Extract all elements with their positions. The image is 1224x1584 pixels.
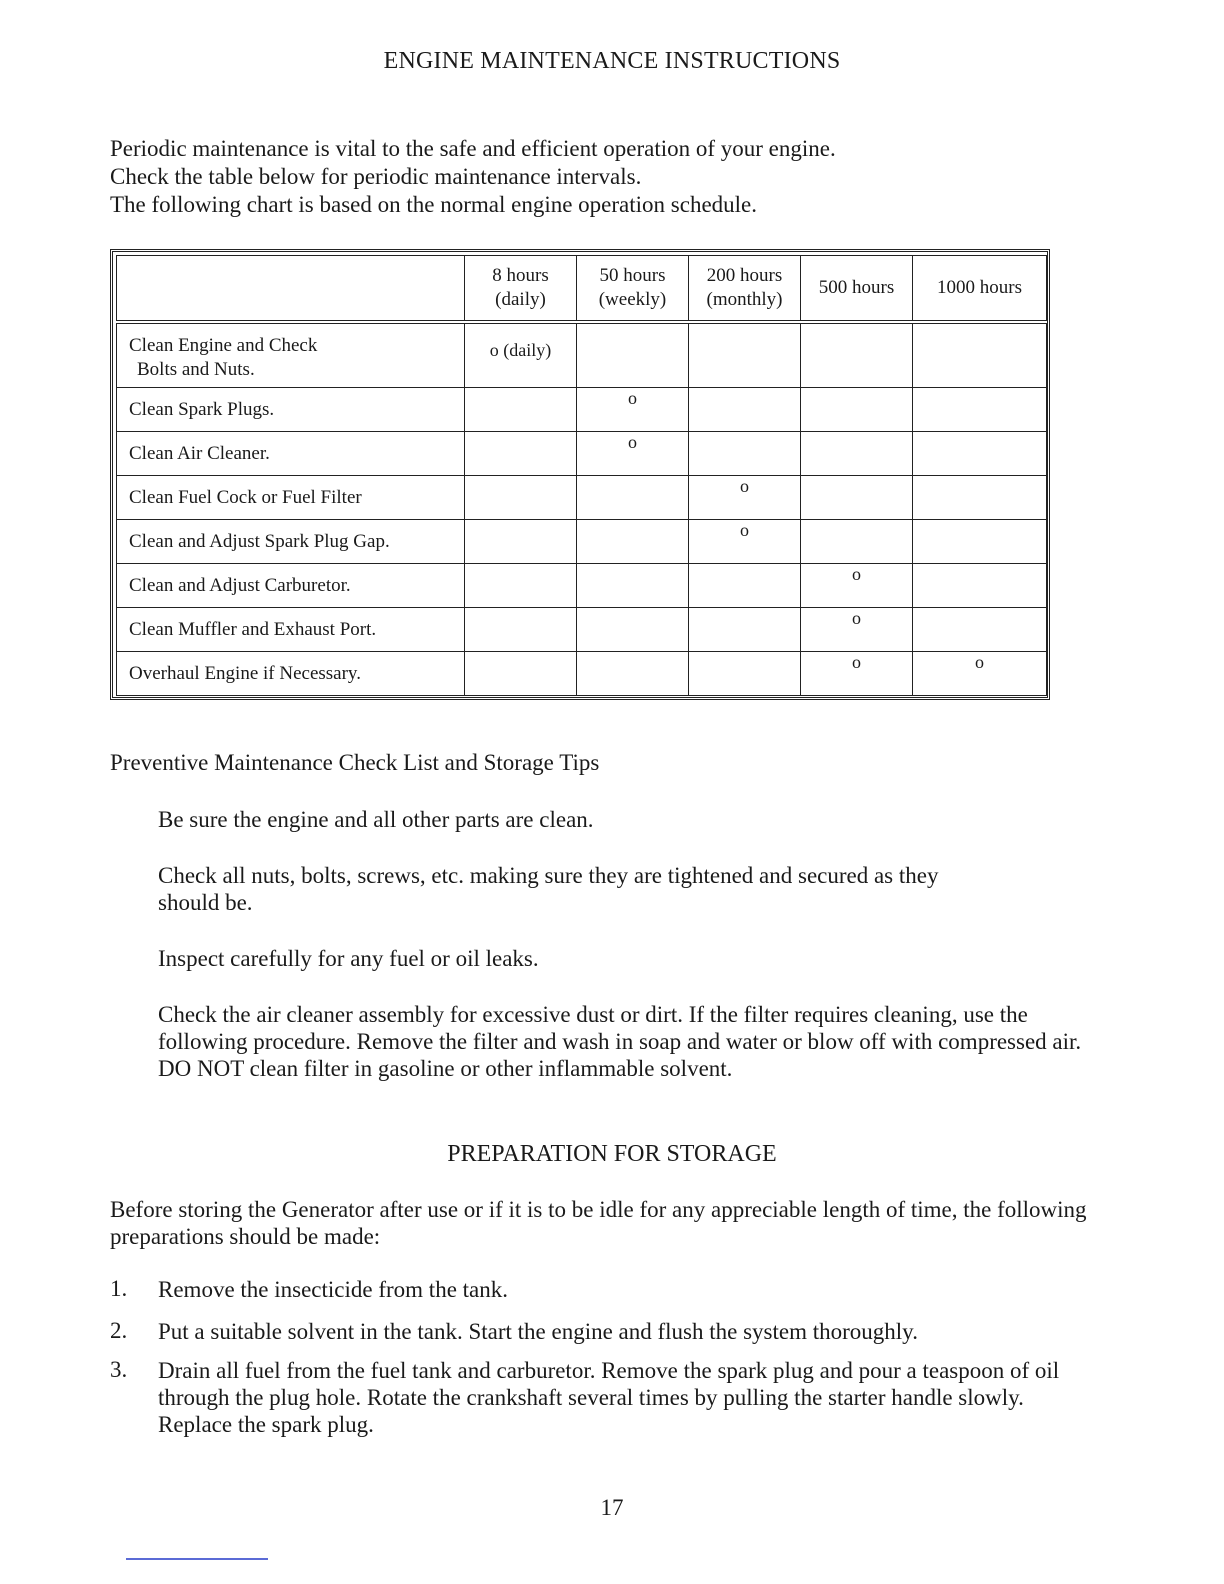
interval-cell xyxy=(689,652,801,696)
table-row xyxy=(117,388,1047,432)
task-cell: Clean Fuel Cock or Fuel Filter xyxy=(117,476,465,520)
interval-cell xyxy=(913,322,1047,388)
interval-cell xyxy=(689,388,801,432)
interval-cell xyxy=(465,652,577,696)
interval-cell xyxy=(801,476,913,520)
interval-cell xyxy=(577,652,689,696)
interval-cell xyxy=(577,520,689,564)
interval-cell xyxy=(801,432,913,476)
interval-cell: o xyxy=(801,564,913,608)
step-text: Drain all fuel from the fuel tank and carburetor. Remove the spark plug and pour a teaspoon of oil through the plug hole. Rotate the crankshaft several times by pulling the starter handle slowly. Replace the spark plug. xyxy=(158,1358,1060,1437)
checklist-heading: Preventive Maintenance Check List and Storage Tips xyxy=(110,750,600,775)
intro-line: The following chart is based on the normal engine operation schedule. xyxy=(110,192,757,217)
interval-cell xyxy=(465,564,577,608)
checklist-item: Check all nuts, bolts, screws, etc. making sure they are tightened and secured as they should be. xyxy=(158,863,939,915)
header-500-hours: 500 hours xyxy=(801,256,913,322)
table-row xyxy=(117,652,1047,696)
interval-cell xyxy=(689,608,801,652)
step-text: Remove the insecticide from the tank. xyxy=(158,1277,508,1302)
header-task-blank xyxy=(117,256,465,322)
task-cell: Clean and Adjust Carburetor. xyxy=(117,564,465,608)
maintenance-table xyxy=(116,255,1047,696)
task-cell: Clean Air Cleaner. xyxy=(117,432,465,476)
page-number: 17 xyxy=(600,1495,624,1520)
table-row xyxy=(117,608,1047,652)
task-cell: Clean and Adjust Spark Plug Gap. xyxy=(117,520,465,564)
table-row xyxy=(117,476,1047,520)
interval-cell xyxy=(465,432,577,476)
step-number: 2. xyxy=(110,1318,128,1343)
table-row xyxy=(117,322,1047,388)
header-8-hours: 8 hours (daily) xyxy=(465,256,577,322)
interval-cell xyxy=(577,608,689,652)
interval-cell xyxy=(913,476,1047,520)
maintenance-table-frame xyxy=(110,249,1050,700)
interval-cell: o xyxy=(913,652,1047,696)
interval-cell xyxy=(577,322,689,388)
checklist-item: Be sure the engine and all other parts are clean. xyxy=(158,807,594,832)
interval-cell xyxy=(913,432,1047,476)
interval-cell xyxy=(801,520,913,564)
task-cell: Clean Engine and Check Bolts and Nuts. xyxy=(117,322,465,388)
interval-cell xyxy=(689,322,801,388)
intro-line: Check the table below for periodic maintenance intervals. xyxy=(110,164,642,189)
interval-cell: o xyxy=(577,388,689,432)
interval-cell xyxy=(913,520,1047,564)
task-cell: Overhaul Engine if Necessary. xyxy=(117,652,465,696)
header-200-hours: 200 hours (monthly) xyxy=(689,256,801,322)
interval-cell xyxy=(913,564,1047,608)
table-row xyxy=(117,432,1047,476)
task-cell: Clean Muffler and Exhaust Port. xyxy=(117,608,465,652)
page-title: ENGINE MAINTENANCE INSTRUCTIONS xyxy=(383,48,841,74)
header-1000-hours: 1000 hours xyxy=(913,256,1047,322)
interval-cell xyxy=(465,476,577,520)
interval-cell xyxy=(913,608,1047,652)
header-50-hours: 50 hours (weekly) xyxy=(577,256,689,322)
interval-cell xyxy=(801,388,913,432)
interval-cell xyxy=(577,476,689,520)
footer-rule xyxy=(126,1558,268,1560)
table-row xyxy=(117,520,1047,564)
interval-cell xyxy=(801,322,913,388)
storage-heading: PREPARATION FOR STORAGE xyxy=(447,1141,777,1167)
interval-cell xyxy=(465,388,577,432)
interval-cell: o xyxy=(801,608,913,652)
storage-intro: Before storing the Generator after use or if it is to be idle for any appreciable length of time, the following preparations should be made: xyxy=(110,1197,1087,1249)
interval-cell xyxy=(465,520,577,564)
interval-cell: o xyxy=(689,476,801,520)
step-number: 1. xyxy=(110,1276,128,1301)
interval-cell xyxy=(465,608,577,652)
interval-cell xyxy=(689,564,801,608)
step-text: Put a suitable solvent in the tank. Start the engine and flush the system thoroughly. xyxy=(158,1319,918,1344)
interval-cell: o xyxy=(801,652,913,696)
task-cell: Clean Spark Plugs. xyxy=(117,388,465,432)
interval-cell xyxy=(689,432,801,476)
interval-cell: o xyxy=(689,520,801,564)
table-row xyxy=(117,564,1047,608)
interval-cell xyxy=(577,564,689,608)
checklist-item: Inspect carefully for any fuel or oil leaks. xyxy=(158,946,539,971)
interval-cell: o (daily) xyxy=(465,322,577,388)
intro-line: Periodic maintenance is vital to the safe and efficient operation of your engine. xyxy=(110,136,836,161)
intro-paragraph xyxy=(110,135,836,219)
checklist-item: Check the air cleaner assembly for excessive dust or dirt. If the filter requires cleaning, use the following procedure. Remove the filter and wash in soap and water or blow off with compressed air. DO NOT clean filter in gasoline or other inflammable solvent. xyxy=(158,1002,1082,1081)
step-number: 3. xyxy=(110,1357,128,1382)
interval-cell xyxy=(913,388,1047,432)
interval-cell: o xyxy=(577,432,689,476)
table-header-row xyxy=(117,256,1047,322)
